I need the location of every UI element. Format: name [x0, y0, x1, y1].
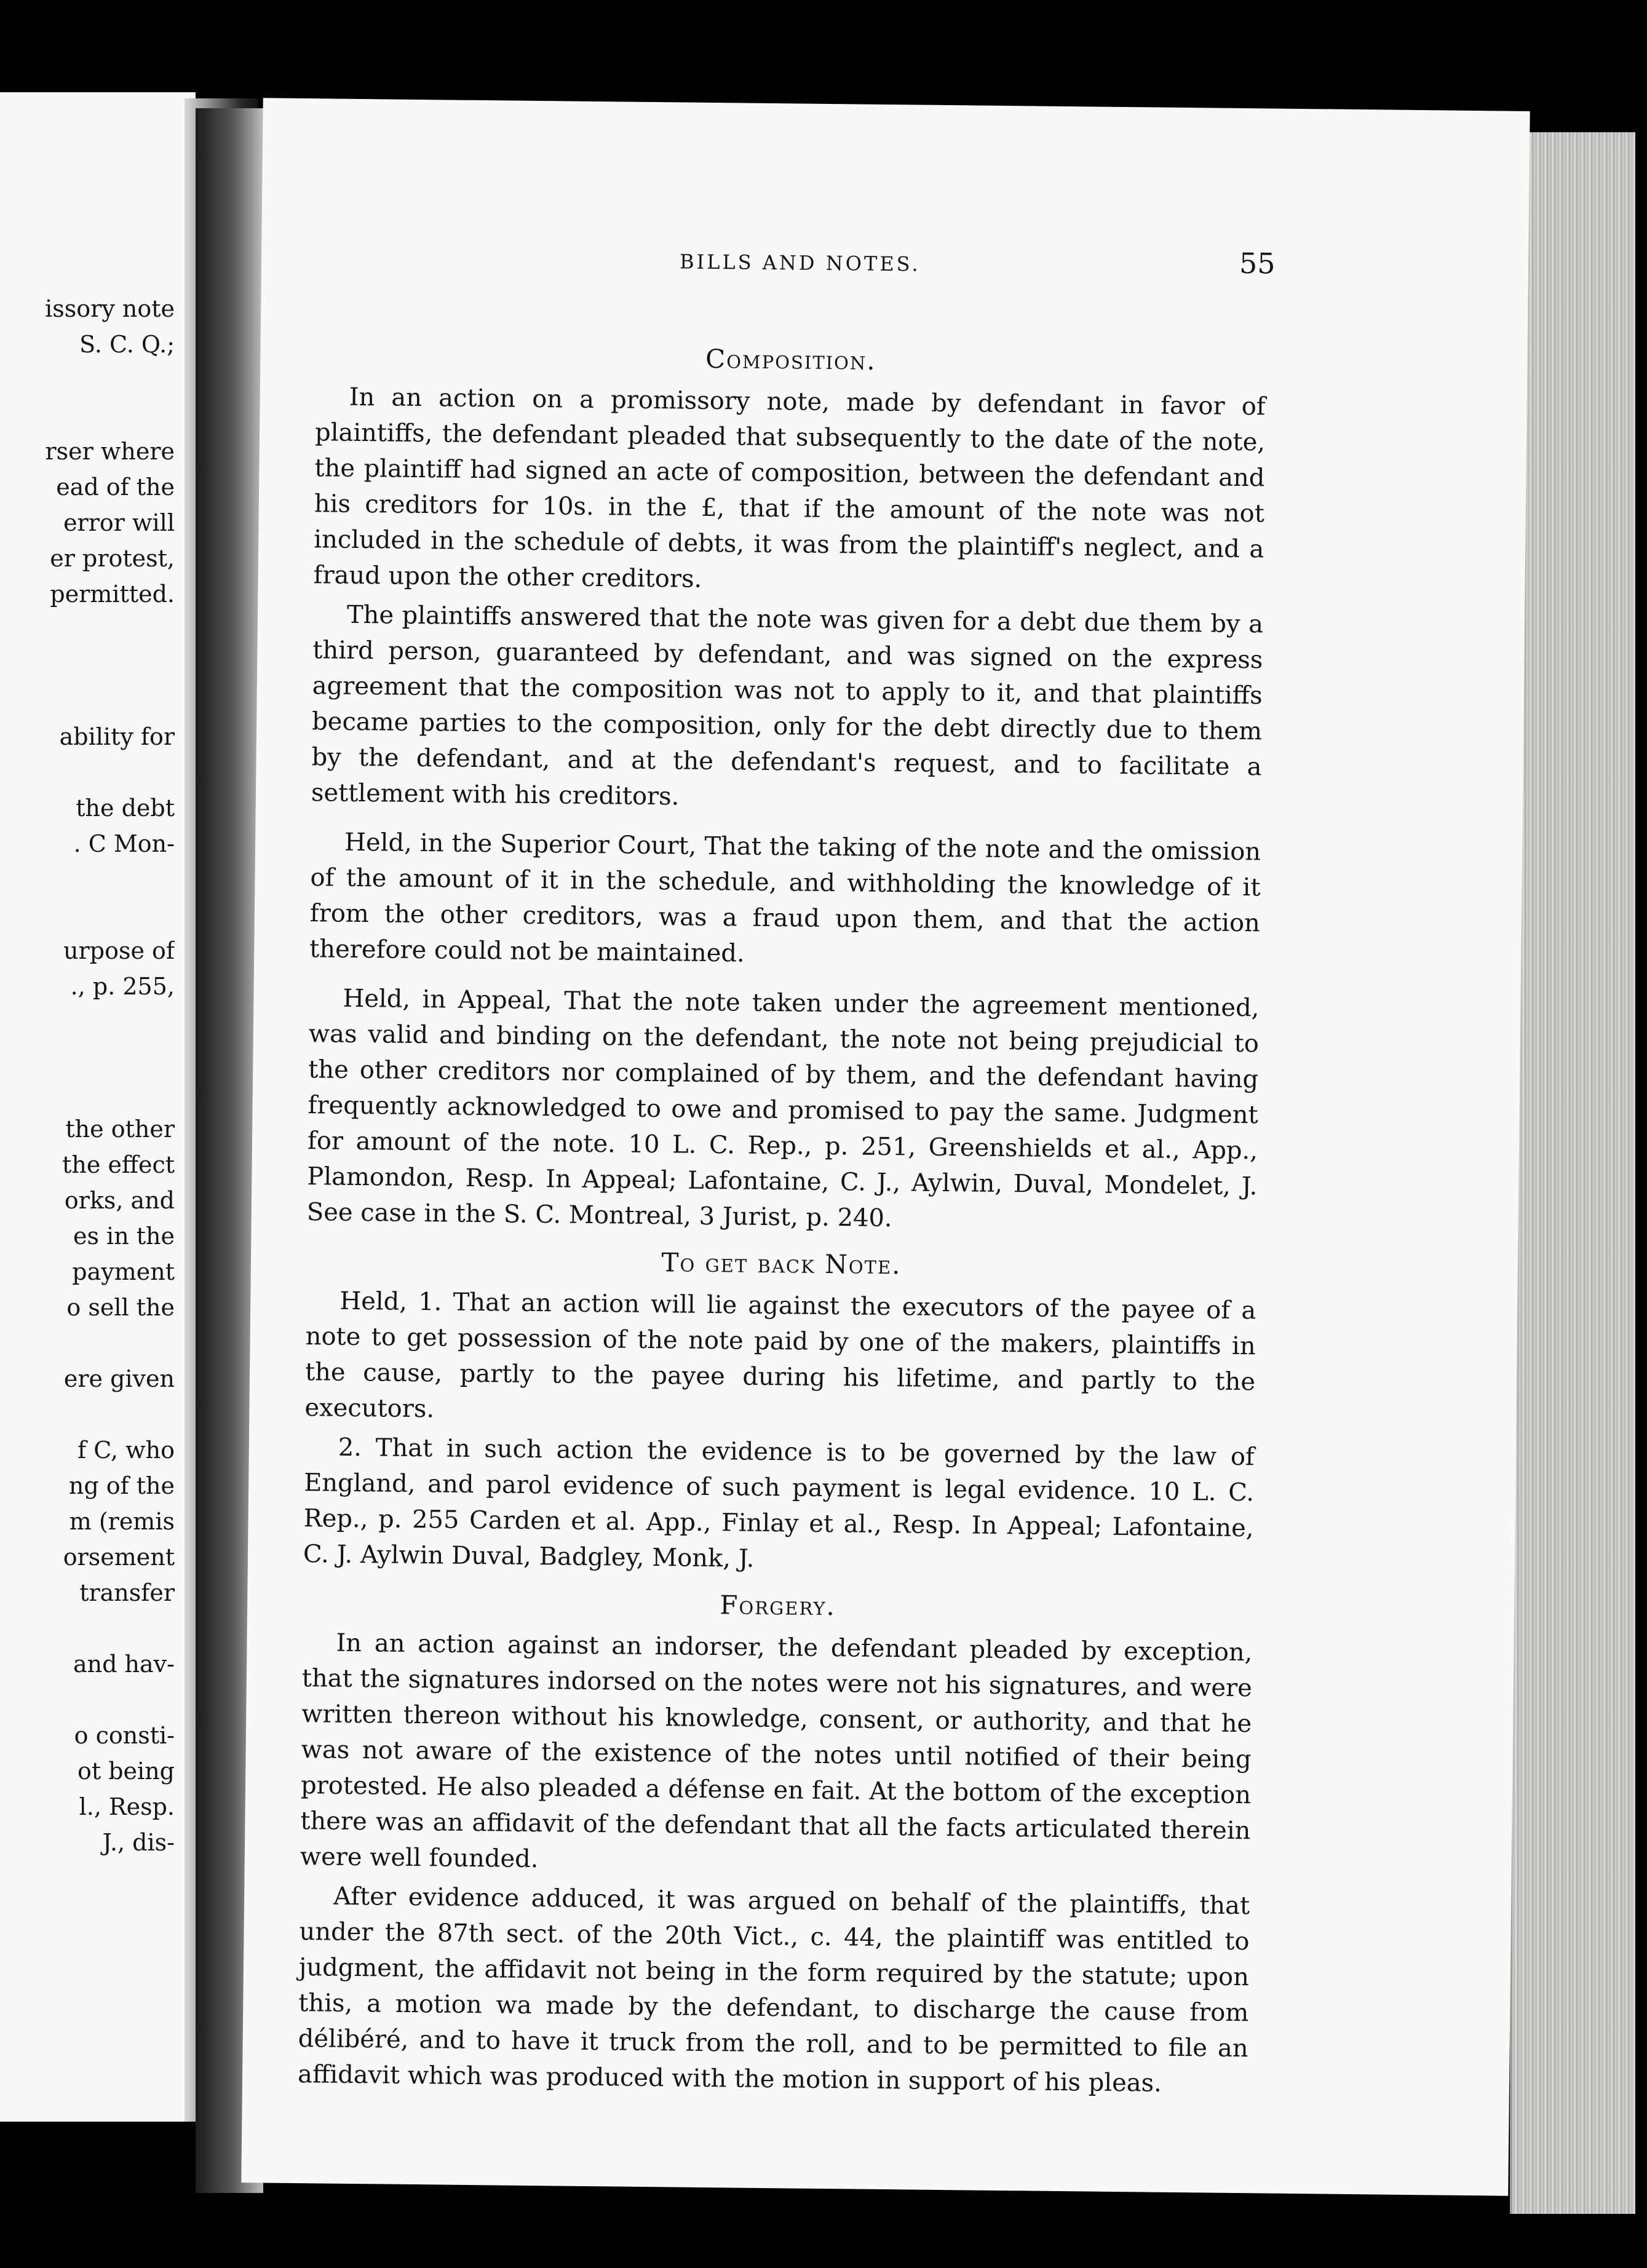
paragraph: The plaintiffs answered that the note was given for a debt due them by a third person, guaranteed by defendant, and was signed on the express agreement that the composition was not to apply to it, and that plaintiffs became parties to the composition, only for the debt directly due to them by the defendant, and at the defendant's request, and to facilitate a settlement with his creditors. [311, 600, 1264, 811]
paragraph: 2. That in such action the evidence is to be governed by the law of England, and parol evidence of such payment is legal evidence. 10 L. C. Rep., p. 255 Carden et al. App., Finlay et al., Resp. In Appeal; Lafontaine, C. J. Aylwin Duval, Badgley, Monk, J. [303, 1433, 1255, 1573]
left-page-line: rser where [45, 438, 175, 465]
left-page-line: the effect [62, 1151, 175, 1178]
left-page-line: o sell the [66, 1294, 175, 1321]
left-page-line: l., Resp. [79, 1793, 175, 1820]
left-page-line: J., dis- [102, 1829, 175, 1856]
left-page-line: the debt [76, 795, 175, 822]
left-page-line: ability for [59, 723, 175, 750]
section-heading-composition: Composition. [705, 343, 876, 376]
left-page-line: es in the [73, 1223, 175, 1250]
left-page-line: ot being [77, 1758, 175, 1785]
left-page-line: er protest, [50, 545, 175, 572]
left-page-line: and hav- [73, 1651, 175, 1678]
paragraph: In an action on a promissory note, made by defendant in favor of plaintiffs, the defendant pleaded that subsequently to the date of the note, the plaintiff had signed an acte of composition, between the defendant and his creditors for 10s. in the £, that if the amount of the note was not included in the schedule of debts, it was from the plaintiff's neglect, and a fraud upon the other creditors. [313, 383, 1266, 593]
running-head: BILLS AND NOTES. [679, 250, 921, 276]
left-page-line: orks, and [64, 1187, 175, 1214]
body-text [298, 326, 1266, 2106]
left-page-line: orsement [63, 1544, 175, 1571]
left-page-line: ere given [63, 1365, 175, 1392]
paragraph: After evidence adduced, it was argued on behalf of the plaintiffs, that under the 87th sect. of the 20th Vict., c. 44, the plaintiff was entitled to judgment, the affidavit not being in the form required by the statute; upon this, a motion wa made by the defendant, to discharge the cause from délibéré, and to have it truck from the roll, and to be permitted to file an affidavit which was produced with the motion in support of his pleas. [297, 1882, 1250, 2098]
left-page-line: ng of the [68, 1472, 175, 1499]
section-heading-to-get-back-note: To get back Note. [661, 1247, 902, 1280]
left-page-line: the other [65, 1116, 175, 1143]
paragraph: Held, in Appeal, That the note taken under the agreement mentioned, was valid and binding on the defendant, the note not being prejudicial to the other creditors nor complained of by them, and the defendant having frequently acknowledged to owe and promised to pay the same. Judgment for amount of the note. 10 L. C. Rep., p. 251, Greenshields et al., App., Plamondon, Resp. In Appeal; Lafontaine, C. J., Aylwin, Duval, Mondelet, J. See case in the S. C. Montreal, 3 Jurist, p. 240. [306, 984, 1260, 1233]
paragraph: In an action against an indorser, the defendant pleaded by exception, that the signatures indorsed on the notes were not his signatures, and were written thereon without his knowledge, consent, or authority, and that he was not aware of the existence of the notes until notified of their being protested. He also pleaded a défense en fait. At the bottom of the exception there was an affidavit of the defendant that all the facts articulated therein were well founded. [300, 1628, 1253, 1874]
main-page [241, 98, 1530, 2195]
page-number: 55 [1239, 246, 1276, 280]
left-page-line: ., p. 255, [70, 973, 175, 1000]
section-heading-forgery: Forgery. [720, 1590, 836, 1622]
left-page-line: o consti- [74, 1722, 175, 1749]
left-page-line: permitted. [50, 581, 175, 608]
book-fore-edge [1510, 132, 1635, 2214]
left-page-line: issory note [45, 295, 175, 322]
paragraph: Held, in the Superior Court, That the taking of the note and the omission of the amount of it in the schedule, and withholding the knowledge of it from the other creditors, was a fraud upon them, and that the action therefore could not be maintained. [309, 828, 1261, 968]
paragraph: Held, 1. That an action will lie against the executors of the payee of a note to get possession of the note paid by one of the makers, plaintiffs in the cause, partly to the payee during his lifetime, and partly to the executors. [304, 1287, 1256, 1424]
left-page-line: S. C. Q.; [79, 331, 175, 358]
left-page-line: f C, who [77, 1437, 175, 1464]
left-page-line: payment [72, 1258, 175, 1285]
left-page-line: . C Mon- [73, 830, 175, 857]
left-facing-page [0, 92, 196, 2122]
left-page-line: error will [63, 509, 175, 536]
left-page-line: transfer [79, 1579, 175, 1606]
left-page-line: m (remis [69, 1508, 175, 1535]
left-page-line: urpose of [63, 937, 175, 964]
left-page-line: ead of the [56, 474, 175, 501]
